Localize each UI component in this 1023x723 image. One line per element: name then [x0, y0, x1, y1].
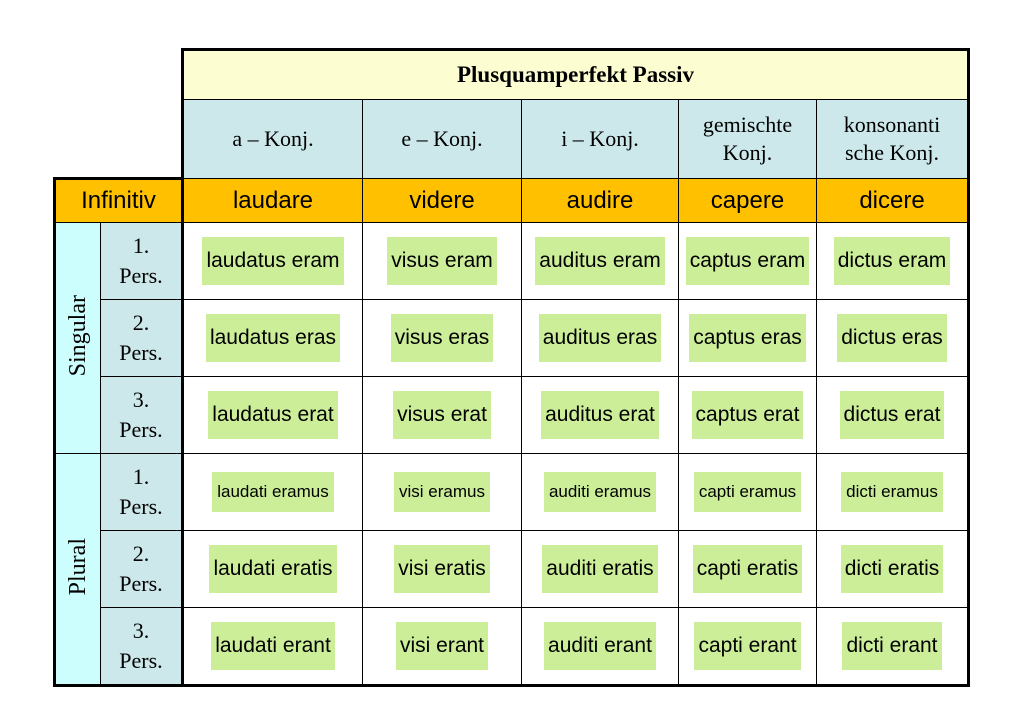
infinitive-row — [55, 179, 969, 223]
person-number: 3. — [132, 387, 150, 412]
verb-form: auditus erat — [541, 391, 659, 439]
form-cell — [817, 377, 969, 454]
conj-header-a — [183, 100, 363, 179]
person-number: 3. — [132, 618, 150, 643]
verb-form: visi erant — [396, 622, 488, 670]
person-number: 1. — [132, 464, 150, 489]
verb-form: capti eratis — [693, 545, 803, 593]
form-cell — [679, 531, 817, 608]
verb-form: visus erat — [393, 391, 491, 439]
group-label-plural — [55, 454, 101, 686]
infinitive-label: Infinitiv — [55, 179, 183, 223]
verb-form: laudati eratis — [209, 545, 336, 593]
conj-header-line: e – Konj. — [401, 126, 483, 151]
person-cell — [101, 608, 183, 686]
person-cell — [101, 531, 183, 608]
table-row — [55, 608, 969, 686]
form-cell — [363, 300, 522, 377]
verb-form: laudati erant — [211, 622, 335, 670]
verb-form: laudatus erat — [208, 391, 337, 439]
person-cell — [101, 300, 183, 377]
form-cell — [522, 300, 679, 377]
person-suffix: Pers. — [119, 494, 163, 519]
form-cell — [363, 223, 522, 300]
verb-form: visus eram — [387, 237, 497, 285]
form-cell — [522, 377, 679, 454]
conj-header-line: a – Konj. — [232, 126, 314, 151]
verb-form: auditi erant — [544, 622, 656, 670]
infinitive-value: capere — [679, 179, 817, 223]
group-label-singular — [55, 223, 101, 454]
verb-form: dicti eratis — [841, 545, 944, 593]
form-cell — [363, 608, 522, 686]
title-row — [55, 50, 969, 100]
conj-header-e — [363, 100, 522, 179]
conj-header-consonant — [817, 100, 969, 179]
conjugation-header-row — [55, 100, 969, 179]
group-label-text: Plural — [64, 537, 91, 596]
form-cell — [183, 608, 363, 686]
conj-header-line: i – Konj. — [561, 126, 639, 151]
verb-form: auditi eratis — [542, 545, 657, 593]
conj-header-line: gemischte — [702, 112, 793, 137]
form-cell — [522, 223, 679, 300]
person-number: 2. — [132, 310, 150, 335]
person-cell — [101, 223, 183, 300]
verb-form: visi eramus — [394, 472, 490, 512]
verb-form: auditi eramus — [544, 472, 656, 512]
verb-form: dicti eramus — [841, 472, 943, 512]
form-cell — [522, 608, 679, 686]
verb-form: auditus eras — [539, 314, 661, 362]
verb-form: capti eramus — [694, 472, 801, 512]
table-row — [55, 300, 969, 377]
verb-form: laudati eramus — [212, 472, 334, 512]
verb-form: auditus eram — [535, 237, 664, 285]
form-cell — [817, 454, 969, 531]
person-suffix: Pers. — [119, 648, 163, 673]
form-cell — [183, 300, 363, 377]
table-row — [55, 531, 969, 608]
form-cell — [817, 300, 969, 377]
person-cell — [101, 454, 183, 531]
infinitive-value: audire — [522, 179, 679, 223]
form-cell — [817, 223, 969, 300]
infinitive-value: laudare — [183, 179, 363, 223]
verb-form: laudatus eras — [206, 314, 340, 362]
verb-form: captus erat — [692, 391, 804, 439]
infinitive-value: dicere — [817, 179, 969, 223]
form-cell — [363, 377, 522, 454]
table-row — [55, 454, 969, 531]
form-cell — [522, 531, 679, 608]
form-cell — [183, 531, 363, 608]
form-cell — [183, 223, 363, 300]
infinitive-value: videre — [363, 179, 522, 223]
group-label-text: Singular — [64, 294, 91, 377]
verb-form: visus eras — [391, 314, 494, 362]
form-cell — [183, 377, 363, 454]
verb-form: captus eras — [689, 314, 806, 362]
table-row — [55, 377, 969, 454]
form-cell — [679, 377, 817, 454]
person-suffix: Pers. — [119, 571, 163, 596]
form-cell — [183, 454, 363, 531]
verb-form: capti erant — [694, 622, 800, 670]
table-row — [55, 223, 969, 300]
verb-form: laudatus eram — [202, 237, 343, 285]
conj-header-line: konsonanti — [843, 112, 941, 137]
conj-header-i — [522, 100, 679, 179]
form-cell — [817, 608, 969, 686]
form-cell — [363, 454, 522, 531]
verb-form: dictus erat — [840, 391, 945, 439]
verb-form: captus eram — [686, 237, 810, 285]
corner-blank — [55, 50, 183, 100]
verb-form: dictus eram — [834, 237, 951, 285]
form-cell — [363, 531, 522, 608]
person-suffix: Pers. — [119, 417, 163, 442]
form-cell — [522, 454, 679, 531]
form-cell — [679, 608, 817, 686]
person-cell — [101, 377, 183, 454]
form-cell — [679, 454, 817, 531]
verb-form: dicti erant — [842, 622, 941, 670]
verb-form: dictus eras — [837, 314, 947, 362]
conj-header-line: Konj. — [722, 140, 773, 165]
form-cell — [679, 300, 817, 377]
person-number: 2. — [132, 541, 150, 566]
table-title: Plusquamperfekt Passiv — [183, 50, 969, 100]
conj-header-mixed — [679, 100, 817, 179]
person-suffix: Pers. — [119, 340, 163, 365]
corner-blank — [55, 100, 183, 179]
conjugation-table — [53, 48, 970, 687]
form-cell — [679, 223, 817, 300]
person-suffix: Pers. — [119, 263, 163, 288]
verb-form: visi eratis — [394, 545, 490, 593]
person-number: 1. — [132, 233, 150, 258]
conj-header-line: sche Konj. — [844, 140, 940, 165]
form-cell — [817, 531, 969, 608]
